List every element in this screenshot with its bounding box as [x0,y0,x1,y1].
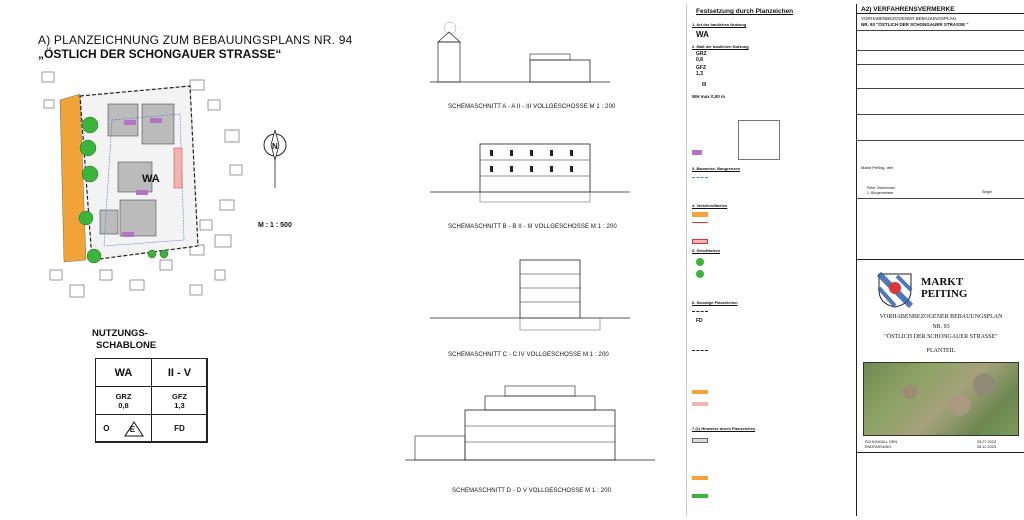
vermerke-line2: NR. 93 "ÖSTLICH DER SCHONGAUER STRASSE " [861,22,969,27]
section-b-drawing [430,130,630,210]
date-label-1: SCHONGAU, DEN [865,440,898,444]
divider [857,452,1024,453]
nutzung-grz [95,386,152,415]
date-values [977,440,996,449]
section-c-label: SCHEMASCHNITT C - C IV VOLLGESCHOSSE M 1 : 200 [448,352,609,358]
legend-grz [696,52,707,63]
legend-orange-swatch-3 [692,476,708,480]
nutzung-zone: WA [95,358,152,387]
legend-iii: III [702,82,707,88]
section-d-drawing [405,380,655,480]
legend-group-3: 3. Bauweise, Baugrenzen [692,166,741,171]
legend-grz-label: GRZ [696,51,707,57]
divider [857,64,1024,65]
legend-baugrenze-line [692,177,708,178]
legend-panel [688,0,856,520]
divider [857,30,1024,31]
nutzung-heading-line1: NUTZUNGS- [92,328,148,339]
nutzung-heading [92,328,156,352]
nutzung-grz-label: GRZ [115,391,132,401]
date-value-2: 06.12.2023 [977,444,997,449]
legend-group-1: 1. Art der baulichen Nutzung [692,22,747,27]
divider [857,50,1024,51]
aerial-map-image [863,362,1019,436]
legend-group-5: 5. Grünflächen [692,248,721,253]
legend-green-swatch [692,494,708,498]
legend-fd: FD [696,318,703,324]
legend-orange-swatch-2 [692,390,708,394]
plan-title: A) PLANZEICHNUNG ZUM BEBAUUNGSPLANS NR. 94 [38,33,353,47]
column-separator [686,4,687,516]
planteil-label: PLANTEIL [926,348,956,354]
sign-name: Peter Ostenrieder [867,186,896,190]
legend-grz-value: 0,8 [696,56,703,63]
legend-boundary-line [692,311,708,312]
section-b-label: SCHEMASCHNITT B - B II - III VOLLGESCHOSSE M 1 : 200 [448,224,617,230]
section-a-label: SCHEMASCHNITT A - A II - III VOLLGESCHOSSE M 1 : 200 [448,104,616,110]
legend-red-line [692,222,708,223]
nutzung-gfz-value: 1,3 [174,400,185,410]
ort-label: Markt Peiting, den [861,165,894,170]
nutzung-fd: FD [151,414,208,443]
nutzung-o: O [103,424,110,433]
plan-scale: M : 1 : 500 [258,222,292,229]
verfahrensvermerke-panel [856,4,1024,516]
nutzung-e-triangle [124,421,144,437]
legend-wh: WH max 0,00 m [692,94,726,99]
date-value-1: 25.07.2023 [977,440,997,444]
legend-gfz [696,66,706,77]
divider [857,140,1024,141]
section-c-drawing [430,250,630,340]
markt-name-1: MARKT [921,276,964,288]
north-arrow-icon [260,130,290,190]
nutzung-gfz-label: GFZ [172,391,187,401]
svg-text:WA: WA [142,173,160,185]
tree-icon [696,258,704,266]
legend-gfz-value: 1,3 [696,70,703,77]
vermerke-header: A2) VERFAHRENSVERMERKE [857,4,1024,14]
legend-height-table [738,120,780,160]
legend-group-6: 6. Sonstige Planzeichen [692,300,738,305]
date-label-2: ENDFASSUNG [865,444,892,449]
vermerke-line1: VORHABENBEZOGENER BEBAUUNGSPLAN [861,16,956,21]
plan-line-3: "ÖSTLICH DER SCHONGAUER STRASSE" [884,334,998,340]
markt-name-2: PEITING [921,288,968,300]
divider [857,88,1024,89]
legend-pink-swatch [692,239,708,244]
divider [857,114,1024,115]
nutzung-e: E [129,424,136,434]
sign-role: 1. Bürgermeister [867,191,894,195]
plan-subtitle: „ÖSTLICH DER SCHONGAUER STRASSE“ [38,47,282,61]
svg-text:N: N [272,142,278,151]
plan-line-1: VORHABENBEZOGENER BEBAUUNGSPLAN [879,314,1003,320]
tree-icon [696,270,704,278]
date-labels [865,440,897,449]
coat-of-arms-icon [877,272,913,308]
plan-line-2: NR. 93 [932,324,950,330]
divider [857,198,1024,199]
site-plan-drawing [40,70,250,310]
nutzung-bauweise [95,414,152,443]
siegel: Siegel [982,190,992,194]
legend-dash-line [692,350,708,351]
nutzung-gfz [151,386,208,415]
legend-wa: WA [696,30,709,39]
nutzung-table [95,358,207,442]
section-d-label: SCHEMASCHNITT D - D V VOLLGESCHOSSE M 1 : 200 [452,488,612,494]
legend-grey-swatch [692,438,708,443]
legend-pink-swatch-2 [692,402,708,406]
legend-orange-swatch [692,212,708,217]
legend-gfz-label: GFZ [696,65,706,71]
divider [857,259,1024,260]
legend-group-7: 7.(1) Hinweise durch Planzeichen [692,426,756,431]
nutzung-heading-line2: SCHABLONE [96,340,157,351]
legend-group-4: 4. Verkehrsflächen [692,203,728,208]
legend-group-2: 2. Maß der baulichen Nutzung [692,44,749,49]
nutzung-floors: II - V [151,358,208,387]
section-a-drawing [430,20,610,90]
legend-purple-swatch [692,150,702,155]
legend-heading: Festsetzung durch Planzeichen [696,8,794,15]
nutzung-grz-value: 0,8 [118,400,129,410]
